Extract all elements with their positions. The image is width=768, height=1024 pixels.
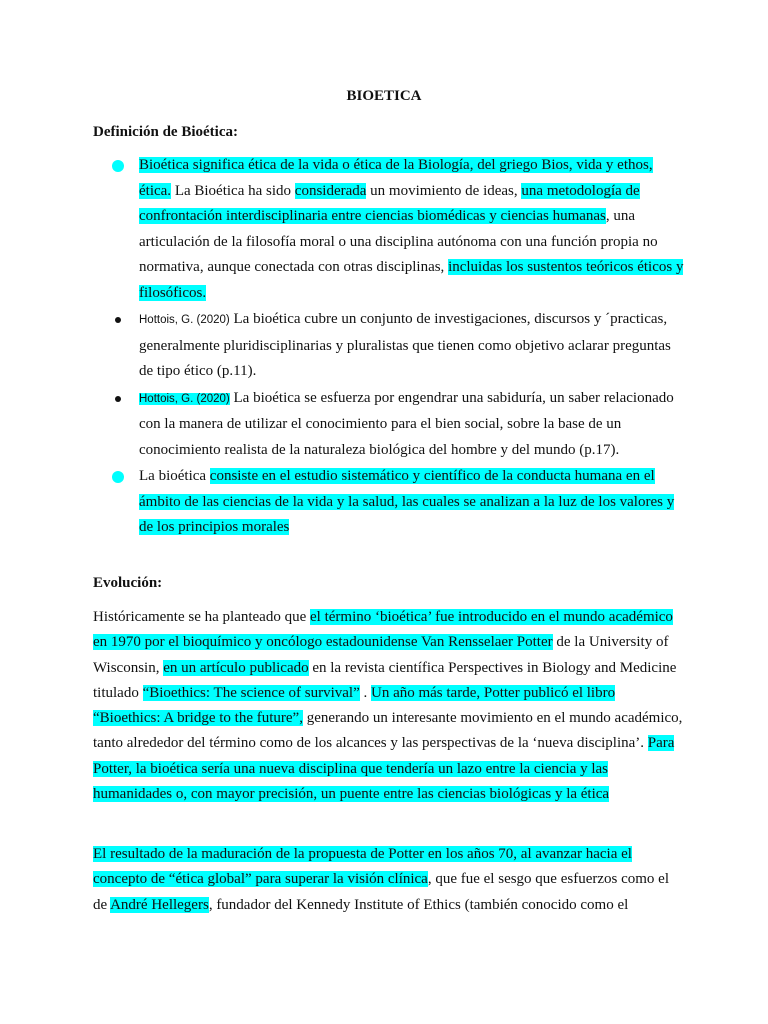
bullet-dot-icon [115,396,121,402]
text-segment: La bioética cubre un conjunto de investigaciones, discursos y ´practicas, generalmente pluridisciplinarias y pluralistas que tienen como objetivo aclarar preguntas de tipo ético (p.11). [139,311,671,379]
highlighted-text: André Hellegers [110,896,209,913]
heading-evolution: Evolución: [93,575,163,591]
text-segment: , una articulación de la filosofía moral o una disciplina autónoma con una función propia no normativa, aunque conectada con otras disciplinas, [139,208,658,275]
highlighted-text: incluidas los sustentos teóricos éticos y filosóficos. [139,259,684,301]
bullet-item [93,464,688,541]
bullet-item [93,386,688,464]
text-segment: Hottois, G. (2020) [139,314,230,326]
bullet-dot-icon [115,474,121,480]
text-segment: Históricamente se ha planteado que [93,609,311,625]
text-segment: La bioética [139,468,210,484]
definition-bullet-list [93,153,688,542]
bullet-item [93,153,688,306]
text-segment: de la University of Wisconsin, [93,634,669,676]
highlighted-text: “Bioethics: The science of survival” [142,684,360,701]
highlighted-text: Para Potter, la bioética sería una nueva disciplina que tendería un lazo entre la ciencia y las humanidades o, con mayor precisión, un puente entre las ciencias biológicas y la ética [93,735,675,803]
document-title: BIOETICA [346,88,422,104]
highlighted-text: el término ‘bioética’ fue introducido en el mundo académico en 1970 por el bioquímico y oncólogo estadounidense Van Rensselaer Potter [93,609,673,651]
evolution-paragraph-2 [93,842,683,918]
highlighted-text: Hottois, G. (2020) [139,392,230,405]
bullet-dot-icon [115,317,121,323]
evolution-paragraph-1 [93,605,683,807]
highlighted-text: El resultado de la maduración de la propuesta de Potter en los años 70, al avanzar hacia el concepto de “ética global” para superar la visión clínica [93,846,632,888]
highlighted-text: una metodología de confrontación interdisciplinaria entre ciencias biomédicas y ciencias humanas [139,182,640,224]
highlighted-text: considerada [294,182,367,199]
bullet-item [93,307,688,385]
text-segment: en la revista científica Perspectives in Biology and Medicine titulado [93,659,677,701]
highlighted-text: Bioética significa ética de la vida o ética de la Biología, del griego Bios, vida y ethos, ética. [139,157,653,199]
text-segment: un movimiento de ideas, [366,182,522,199]
heading-definition: Definición de Bioética: [93,124,238,140]
text-segment: La Bioética ha sido [171,182,295,199]
bullet-dot-icon [115,163,121,169]
highlighted-text: consiste en el estudio sistemático y científico de la conducta humana en el ámbito de las ciencias de la vida y la salud, las cuales se analizan a la luz de los valores y de los principios morales [139,468,675,535]
highlighted-text: en un artículo publicado [163,659,309,676]
text-segment: La bioética se esfuerza por engendrar una sabiduría, un saber relacionado con la manera de utilizar el conocimiento para el bien social, sobre la base de un conocimiento realista de la naturaleza biológica del hombre y del mundo (p.17). [139,389,674,458]
text-segment: , que fue el sesgo que esfuerzos como el de [93,871,670,913]
text-segment: . [359,684,371,701]
highlighted-text: Un año más tarde, Potter publicó el libro “Bioethics: A bridge to the future”, [93,684,616,727]
text-segment: generando un interesante movimiento en el mundo académico, tanto alrededor del término como de los alcances y las perspectivas de la ‘nueva disciplina’. [93,710,683,752]
text-segment: , fundador del Kennedy Institute of Ethics (también conocido como el [208,896,629,913]
